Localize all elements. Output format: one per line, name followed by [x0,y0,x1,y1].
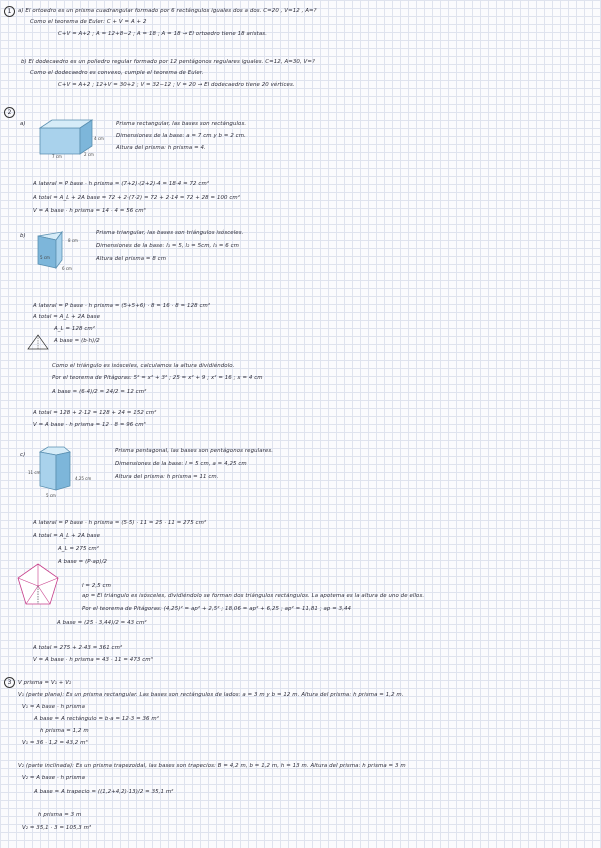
sec2b-desc-2: Dimensiones de la base: l₁ = 5, l₂ = 5cm, l₃ = 6 cm [96,243,240,249]
pentagonal-prism-figure [34,444,78,494]
prism-a-width-label: 7 cm [52,154,62,159]
sec2b-al: A_L = 128 cm² [54,326,96,332]
sec2c-desc-2: Dimensiones de la base: l = 5 cm, a = 4,25 cm [115,461,247,467]
sec2c-volume: V = A base · h prisma = 43 · 11 = 473 cm³ [33,657,153,663]
sec2c-desc-1: Prisma pentagonal, las bases son pentágonos regulares. [115,448,274,454]
triangular-prism-figure [34,228,80,274]
sec1-line-b1: b) El dodecaedro es un poliedro regular formado por 12 pentágonos regulares iguales. C=12, A=30, V=? [21,59,315,65]
prism-b-base-label: 6 cm [62,266,72,271]
sec2c-pythagoras: Por el teorema de Pitágoras: (4,25)² = ap² + 2,5² ; 18,06 = ap² + 6,25 ; ap² = 11,81 ; ap = 3,44 [82,606,352,612]
sec2b-total-formula: A total = A_L + 2A base [33,314,100,320]
sec3-v2-base: A base = A trapecio = ((1,2+4,2)·13)/2 = 35,1 m² [34,789,174,795]
isosceles-triangle-sketch [26,333,50,353]
sec2b-note: Como el triángulo es isósceles, calculamos la altura dividiéndolo. [52,363,235,369]
sec2c-total-area: A total = 275 + 2·43 = 361 cm² [33,645,123,651]
sec2b-base-area: A base = (6·4)/2 = 24/2 = 12 cm² [52,389,147,395]
sec2c-apothem-note: ap = El triángulo es isósceles, dividiéndolo se forman dos triángulos rectángulos. La apotema es la altura de uno de ellos. [82,593,425,599]
sec3-v2-result: V₂ = 35,1 · 3 = 105,3 m³ [22,825,92,831]
sec2b-desc-3: Altura del prisma = 8 cm [96,256,167,262]
sec2b-pythagoras: Por el teorema de Pitágoras: 5² = x² + 3² ; 25 = x² + 9 ; x² = 16 ; x = 4 cm [52,375,263,381]
prism-c-width-label: 5 cm [46,493,56,498]
sec2b-tag: b) [20,233,26,239]
sec2b-desc-1: Prisma triangular, las bases son triángulos isósceles. [96,230,244,236]
prism-b-side-label: 5 cm [40,255,50,260]
sec3-v1-formula: V₁ = A base · h prisma [22,704,86,710]
sec2a-volume: V = A base · h prisma = 14 · 4 = 56 cm³ [33,208,146,214]
sec2c-lateral-area: A lateral = P base · h prisma = (5·5) · 11 = 25 · 11 = 275 cm² [33,520,207,526]
sec3-v2-height: h prisma = 3 m [38,812,82,818]
sec1-line-b2: Como el dodecaedro es convexo, cumple el teorema de Euler. [30,70,204,76]
sec3-total: V prisma = V₁ + V₂ [18,680,72,686]
sec2a-lateral-area: A lateral = P base · h prisma = (7+2)·(2+2)·4 = 18·4 = 72 cm² [33,181,210,187]
sec1-line-a1: a) El ortoedro es un prisma cuadrangular formado por 6 rectángulos iguales dos a dos. C=20 , V=12 , A=? [18,8,317,14]
sec1-line-b3: C+V = A+2 ; 12+V = 30+2 ; V = 32−12 ; V = 20 → El dodecaedro tiene 20 vértices. [58,82,295,88]
sec1-line-a3: C+V = A+2 ; A = 12+8−2 ; A = 18 ; A = 18 → El ortoedro tiene 18 aristas. [58,31,268,37]
prism-c-height-label: 11 cm [28,470,41,475]
exercise-number-2: 2 [4,107,15,118]
sec2a-desc-2: Dimensiones de la base: a = 7 cm y b = 2 cm. [116,133,246,139]
sec2c-base-area: A base = (25 · 3,44)/2 = 43 cm² [57,620,147,626]
sec3-v2-desc: V₂ (parte inclinada): Es un prisma trapezoidal, las bases son trapecios: B = 4,2 m, b = 1,2 m, h = 13 m. Altura del prisma: h prisma = 3 m [18,763,406,769]
sec2b-total-area: A total = 128 + 2·12 = 128 + 24 = 152 cm² [33,410,157,416]
sec2c-half-side: l = 2,5 cm [82,583,111,589]
sec2a-desc-3: Altura del prisma: h prisma = 4. [116,145,206,151]
sec2c-al: A_L = 275 cm² [58,546,100,552]
sec3-v1-height: h prisma = 1,2 m [40,728,89,734]
sec2c-tag: c) [20,452,26,458]
sec1-line-a2: Como el teorema de Euler: C + V = A + 2 [30,19,147,25]
sec2c-base-formula: A base = (P·ap)/2 [58,559,108,565]
prism-a-depth-label: 2 cm [84,152,94,157]
sec3-v2-formula: V₂ = A base · h prisma [22,775,86,781]
sec3-v1-base: A base = A rectángulo = b·a = 12·3 = 36 m² [34,716,160,722]
sec2a-total-area: A total = A_L + 2A base = 72 + 2·(7·2) = 72 + 2·14 = 72 + 28 = 100 cm² [33,195,241,201]
sec3-v1-result: V₁ = 36 · 1,2 = 43,2 m³ [22,740,88,746]
exercise-number-3: 3 [4,677,15,688]
prism-b-height-label: 8 cm [68,238,78,243]
sec3-v1-desc: V₁ (parte plana): Es un prisma rectangular. Las bases son rectángulos de lados: a = 3 m y b = 12 m. Altura del prisma: h prisma = 1,2 m. [18,692,404,698]
sec2a-desc-1: Prisma rectangular, las bases son rectángulos. [116,121,247,127]
prism-a-height-label: 4 cm [94,136,104,141]
pentagon-sketch [14,562,62,608]
sec2c-desc-3: Altura del prisma: h prisma = 11 cm. [115,474,219,480]
sec2c-total-formula: A total = A_L + 2A base [33,533,100,539]
sec2b-lateral-area: A lateral = P base · h prisma = (5+5+6) · 8 = 16 · 8 = 128 cm² [33,303,211,309]
sec2a-tag: a) [20,121,26,127]
sec2b-base-formula: A base = (b·h)/2 [54,338,100,344]
sec2b-volume: V = A base · h prisma = 12 · 8 = 96 cm³ [33,422,146,428]
exercise-number-1: 1 [4,6,15,17]
prism-c-side-label: 4,25 cm [75,476,92,481]
